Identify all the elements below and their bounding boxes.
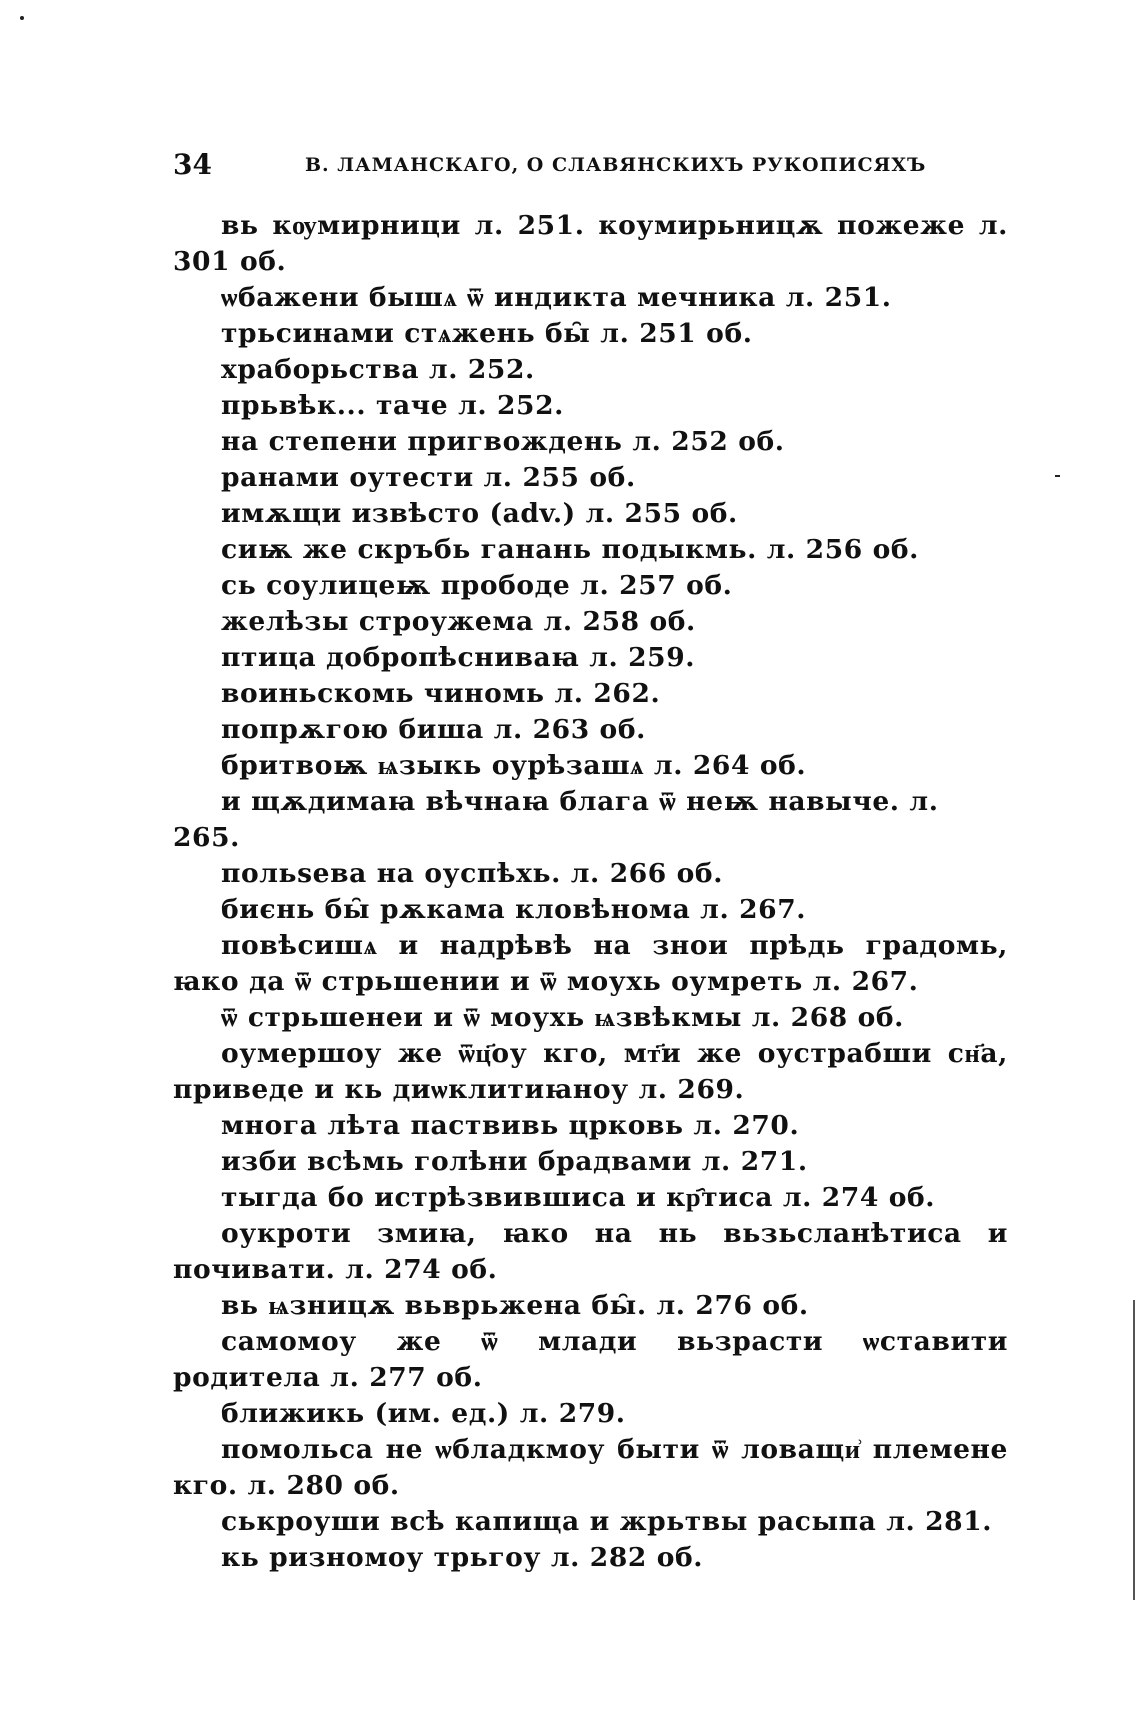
glossary-entry: и щѫдимаꙗ вѣчнаꙗ блага ѿ неѭ навыче. л. 265. bbox=[173, 786, 939, 853]
page-header bbox=[173, 148, 1053, 188]
glossary-entry: попрѫгою биша л. 263 об. bbox=[221, 714, 646, 745]
glossary-entry: тыгда бо истрѣзвившиса и кр҄тиса л. 274 об. bbox=[221, 1182, 936, 1213]
glossary-entry: ськроуши всѣ капища и жрьтвы расыпа л. 281. bbox=[221, 1506, 993, 1537]
glossary-entry: биєнь бы̑ рѫкама кловѣнома л. 267. bbox=[221, 894, 807, 925]
glossary-entry: польѕева на оуспѣхь. л. 266 об. bbox=[221, 858, 724, 889]
scan-edge-line bbox=[1133, 1300, 1135, 1600]
glossary-entry: сиѭ же скръбь ганань подыкмь. л. 256 об. bbox=[221, 534, 919, 565]
page-number: 34 bbox=[173, 148, 212, 181]
scan-speck bbox=[20, 16, 24, 20]
glossary-entry: ѿ стрьшенеи и ѿ моухь ѩзвѣкмы л. 268 об. bbox=[221, 1002, 904, 1033]
glossary-entry: имѫщи извѣсто (adv.) л. 255 об. bbox=[221, 498, 738, 529]
glossary-entry: прьвѣк... таче л. 252. bbox=[221, 390, 564, 421]
glossary-entry: вь кѹмирници л. 251. коумирьницѫ пожеже л. 301 об. bbox=[173, 210, 1008, 277]
glossary-entry: храборьства л. 252. bbox=[221, 354, 535, 385]
glossary-entry: бритвоѭ ѩзыкь оурѣзашѧ л. 264 об. bbox=[221, 750, 807, 781]
glossary-entry: ранами оутести л. 255 об. bbox=[221, 462, 636, 493]
glossary-entry: птица добропѣсниваꙗ л. 259. bbox=[221, 642, 696, 673]
glossary-entry: ближикь (им. ед.) л. 279. bbox=[221, 1398, 626, 1429]
glossary-entry: воиньскомь чиномь л. 262. bbox=[221, 678, 661, 709]
glossary-entry: желѣзы строужема л. 258 об. bbox=[221, 606, 696, 637]
glossary-entry: многа лѣта паствивь црковь л. 270. bbox=[221, 1110, 800, 1141]
running-title: В. ЛАМАНСКАГО, О СЛАВЯНСКИХЪ РУКОПИСЯХЪ bbox=[305, 154, 927, 176]
glossary-entry: трьсинами стѧжень бы̑ л. 251 об. bbox=[221, 318, 753, 349]
glossary-entry: кь ризномоу трьгоу л. 282 об. bbox=[221, 1542, 704, 1573]
scan-speck bbox=[1055, 475, 1060, 477]
glossary-entry: ѡбажени бышѧ ѿ индикта мечника л. 251. bbox=[221, 282, 892, 313]
glossary-entry: оумершоу же ѿц҃оу кго, мт҃и же оустрабши сн҃а, приведе и кь диѡклитиꙗноу л. 269. bbox=[173, 1038, 1008, 1105]
glossary-entry: вь ѩзницѫ вьврьжена бы̑. л. 276 об. bbox=[221, 1290, 809, 1321]
glossary-entry: на степени пригвождень л. 252 об. bbox=[221, 426, 785, 457]
glossary-entry: сь соулицеѭ прободе л. 257 об. bbox=[221, 570, 733, 601]
glossary-entry: помольса не ѡбладкмоу быти ѿ ловащи͗ племене кго. л. 280 об. bbox=[173, 1434, 1008, 1501]
glossary-entry: повѣсишѧ и надрѣвѣ на знои прѣдь градомь, ꙗко да ѿ стрьшении и ѿ моухь оумреть л. 267. bbox=[173, 930, 1008, 997]
glossary-entry: самомоу же ѿ млади вьзрасти ѡставити родитела л. 277 об. bbox=[173, 1326, 1008, 1393]
glossary-entry: оукроти змиꙗ, ꙗко на нь вьзьсланѣтиса и почивати. л. 274 об. bbox=[173, 1218, 1008, 1285]
glossary-entries bbox=[173, 208, 1008, 1576]
glossary-entry: изби всѣмь голѣни брадвами л. 271. bbox=[221, 1146, 808, 1177]
